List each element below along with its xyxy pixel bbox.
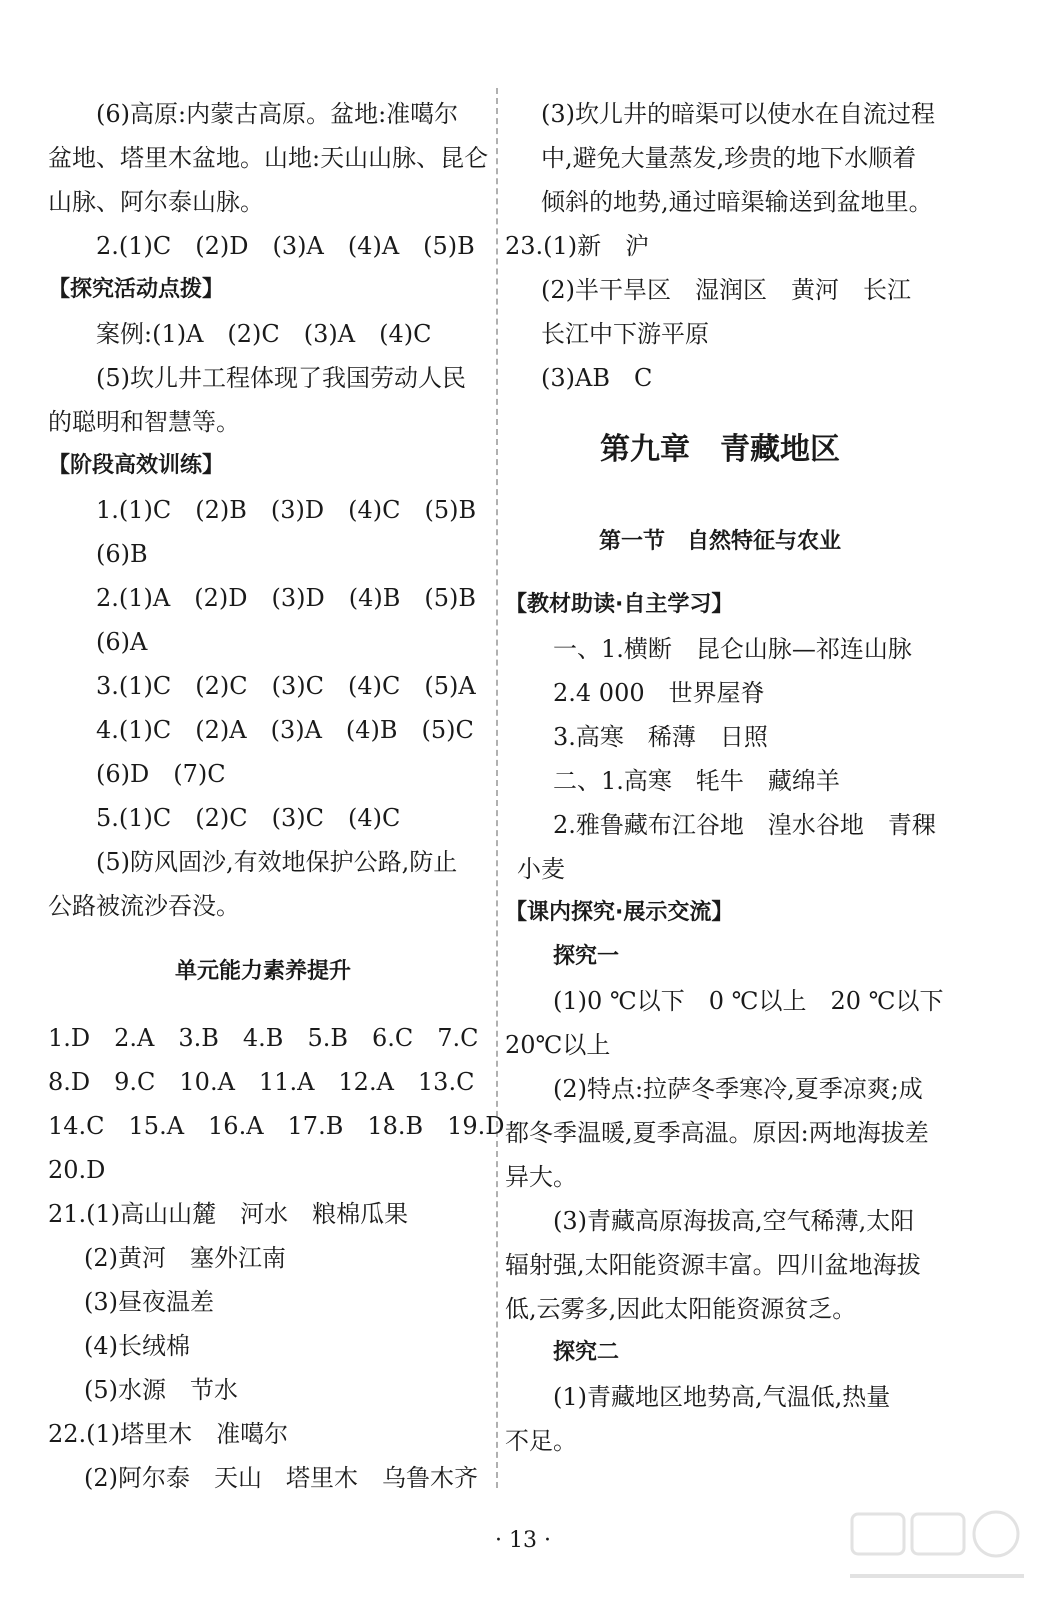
answer-line: 长江中下游平原: [541, 320, 709, 348]
answer-line: 2.(1)C (2)D (3)A (4)A (5)B: [96, 232, 475, 260]
answer-line: 23.(1)新 沪: [505, 232, 650, 260]
answer-line: (6)A: [96, 628, 148, 656]
answer-line: 盆地、塔里木盆地。山地:天山山脉、昆仑: [48, 144, 489, 172]
answer-line: (3)青藏高原海拔高,空气稀薄,太阳: [553, 1207, 915, 1235]
answer-line: 辐射强,太阳能资源丰富。四川盆地海拔: [505, 1251, 921, 1279]
section-heading: 【阶段高效训练】: [48, 453, 225, 478]
answer-line: 2.4 000 世界屋脊: [553, 679, 765, 707]
answer-line: (2)黄河 塞外江南: [84, 1244, 286, 1272]
section-title: 第一节 自然特征与农业: [598, 529, 841, 554]
answer-line: 3.高寒 稀薄 日照: [553, 723, 768, 751]
unit-answers-block: [48, 1016, 505, 1500]
answer-line: 1.D 2.A 3.B 4.B 5.B 6.C 7.C: [48, 1024, 479, 1052]
answer-line: (2)特点:拉萨冬季寒冷,夏季凉爽;成: [553, 1075, 923, 1103]
answer-line: (6)B: [96, 540, 148, 568]
answer-line: (5)水源 节水: [84, 1376, 238, 1404]
page-number: · 13 ·: [495, 1528, 551, 1553]
answer-line: (6)高原:内蒙古高原。盆地:准噶尔: [96, 100, 459, 128]
answer-line: 20.D: [48, 1156, 106, 1184]
answer-line: (4)长绒棉: [84, 1332, 190, 1360]
answer-line: 4.(1)C (2)A (3)A (4)B (5)C: [96, 716, 474, 744]
answer-line: 倾斜的地势,通过暗渠输送到盆地里。: [541, 188, 933, 216]
answer-line: (6)D (7)C: [96, 760, 226, 788]
answer-line: 案例:(1)A (2)C (3)A (4)C: [96, 320, 432, 348]
right-answers-block: [505, 92, 935, 400]
section-heading: 探究一: [553, 944, 620, 969]
left-answers-block: [48, 92, 489, 928]
answer-line: 1.(1)C (2)B (3)D (4)C (5)B: [96, 496, 477, 524]
section-heading: 探究二: [553, 1340, 620, 1365]
answer-line: (3)AB C: [541, 364, 653, 392]
section-heading: 【教材助读·自主学习】: [505, 592, 734, 617]
answer-line: 中,避免大量蒸发,珍贵的地下水顺着: [541, 144, 917, 172]
answer-line: 山脉、阿尔泰山脉。: [48, 188, 264, 216]
answer-line: (1)0 ℃以下 0 ℃以上 20 ℃以下: [553, 987, 944, 1015]
section-heading: 【课内探究·展示交流】: [505, 900, 734, 925]
answer-line: (2)半干旱区 湿润区 黄河 长江: [541, 276, 911, 304]
answer-line: 22.(1)塔里木 准噶尔: [48, 1420, 289, 1448]
left-column: [48, 92, 505, 1500]
answer-line: (2)阿尔泰 天山 塔里木 乌鲁木齐: [84, 1464, 478, 1492]
answer-line: 公路被流沙吞没。: [48, 892, 240, 920]
answer-line: 都冬季温暖,夏季高温。原因:两地海拔差: [505, 1119, 929, 1147]
section-heading: 【探究活动点拨】: [48, 277, 225, 302]
answer-line: (3)坎儿井的暗渠可以使水在自流过程: [541, 100, 935, 128]
answer-line: 二、1.高寒 牦牛 藏绵羊: [553, 767, 840, 795]
chapter-title: 第九章 青藏地区: [600, 432, 840, 467]
answer-line: (3)昼夜温差: [84, 1288, 214, 1316]
answer-line: 异大。: [505, 1163, 577, 1191]
column-divider: [496, 88, 498, 1488]
unit-title: 单元能力素养提升: [174, 959, 351, 984]
watermark-logo: [842, 1508, 1032, 1594]
answer-line: 2.雅鲁藏布江谷地 湟水谷地 青稞: [553, 811, 936, 839]
section-answers-block: [505, 583, 944, 1463]
right-column: [505, 92, 944, 1463]
answer-line: 的聪明和智慧等。: [48, 408, 240, 436]
answer-line: 一、1.横断 昆仑山脉—祁连山脉: [553, 635, 912, 663]
answer-line: 小麦: [517, 855, 565, 883]
answer-line: 20℃以上: [505, 1031, 611, 1059]
answer-line: 14.C 15.A 16.A 17.B 18.B 19.D: [48, 1112, 505, 1140]
answer-line: 2.(1)A (2)D (3)D (4)B (5)B: [96, 584, 476, 612]
answer-line: 5.(1)C (2)C (3)C (4)C: [96, 804, 401, 832]
answer-line: 8.D 9.C 10.A 11.A 12.A 13.C: [48, 1068, 475, 1096]
answer-line: (1)青藏地区地势高,气温低,热量: [553, 1383, 891, 1411]
answer-line: (5)防风固沙,有效地保护公路,防止: [96, 848, 458, 876]
answer-line: 3.(1)C (2)C (3)C (4)C (5)A: [96, 672, 476, 700]
answer-line: 21.(1)高山山麓 河水 粮棉瓜果: [48, 1200, 409, 1228]
answer-line: 低,云雾多,因此太阳能资源贫乏。: [505, 1295, 857, 1323]
answer-line: (5)坎儿井工程体现了我国劳动人民: [96, 364, 466, 392]
answer-line: 不足。: [505, 1427, 577, 1455]
